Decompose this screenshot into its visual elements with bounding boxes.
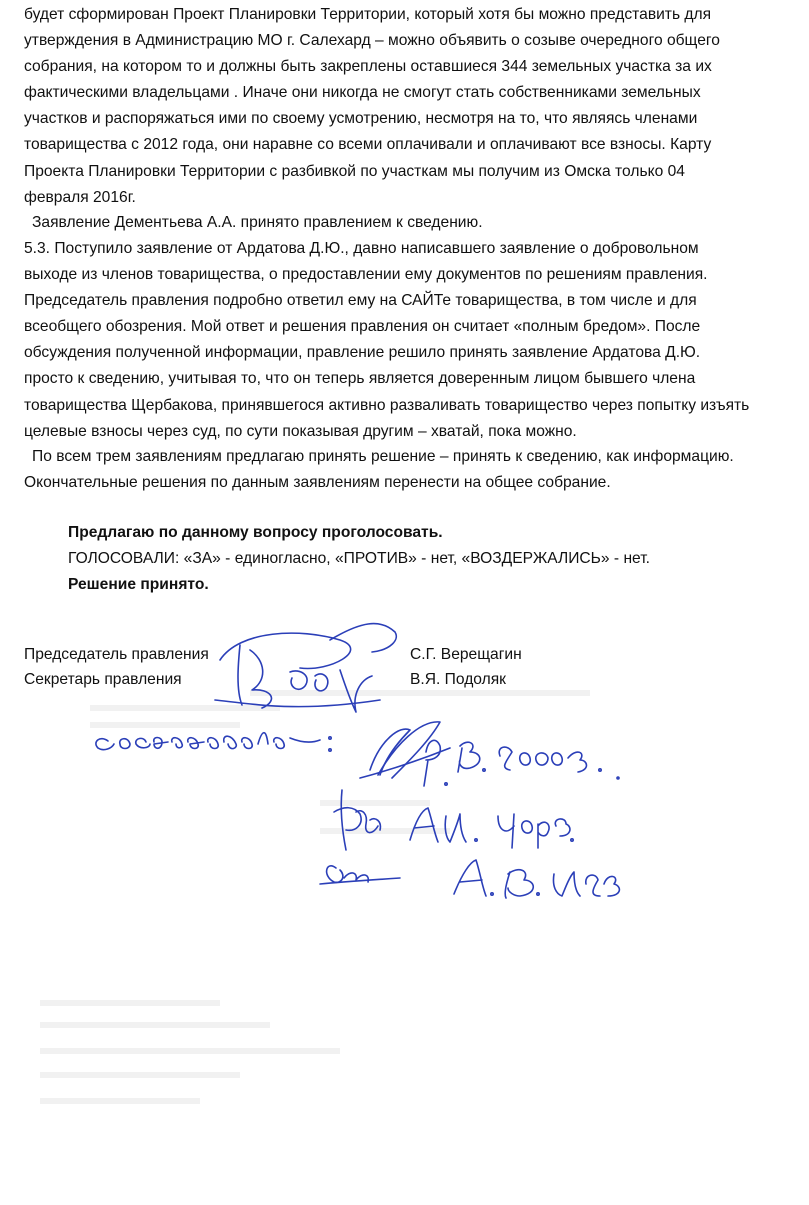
text-line: Проекта Планировки Территории с разбивкой по участкам мы получим из Омска только 04 bbox=[24, 162, 685, 180]
text-line: выходе из членов товарищества, о предоставлении ему документов по решениям правления. bbox=[24, 266, 708, 284]
text-line: всеобщего обозрения. Мой ответ и решения правления он считает «полным бредом». После bbox=[24, 318, 701, 336]
vote-proposal: Предлагаю по данному вопросу проголосовать. bbox=[68, 524, 443, 541]
paragraph-project-plan bbox=[24, 2, 794, 211]
text-line: 5.3. Поступило заявление от Ардатова Д.Ю., давно написавшего заявление о добровольном bbox=[24, 240, 699, 257]
secretary-role: Секретарь правления bbox=[24, 671, 182, 688]
chair-name: С.Г. Верещагин bbox=[410, 646, 522, 663]
text-line: просто к сведению, учитывая то, что он теперь является доверенным лицом бывшего члена bbox=[24, 370, 696, 388]
text-line: утверждения в Администрацию МО г. Салехард – можно объявить о созыве очередного общего bbox=[24, 32, 720, 50]
paragraph-decision-proposal bbox=[24, 444, 794, 496]
text-line: Заявление Дементьева А.А. принято правлением к сведению. bbox=[32, 214, 483, 231]
text-line: товарищества Щербакова, принявшегося активно разваливать товарищество через попытку изъять bbox=[24, 396, 750, 414]
text-line: обсуждения полученной информации, правление решило принять заявление Ардатова Д.Ю. bbox=[24, 344, 701, 362]
text-line: будет сформирован Проект Планировки Территории, который хотя бы можно представить для bbox=[24, 6, 712, 23]
text-line: По всем трем заявлениям предлагаю принять решение – принять к сведению, как информацию. bbox=[32, 448, 734, 465]
text-line: целевые взносы через суд, по сути показывая другим – хватай, пока можно. bbox=[24, 422, 577, 440]
text-line: участков и распоряжаться ими по своему усмотрению, несмотря на то, что являясь членами bbox=[24, 110, 698, 128]
text-line: фактическими владельцами . Иначе они никогда не смогут стать собственниками земельных bbox=[24, 84, 701, 102]
text-line: Председатель правления подробно ответил ему на САЙТе товарищества, в том числе и для bbox=[24, 292, 697, 310]
paragraph-dementyev-statement bbox=[24, 210, 794, 236]
text-line: февраля 2016г. bbox=[24, 188, 136, 206]
secretary-name: В.Я. Подоляк bbox=[410, 671, 506, 688]
vote-result: ГОЛОСОВАЛИ: «ЗА» - единогласно, «ПРОТИВ» - нет, «ВОЗДЕРЖАЛИСЬ» - нет. bbox=[68, 550, 650, 567]
text-line: Окончательные решения по данным заявлениям перенести на общее собрание. bbox=[24, 474, 611, 492]
text-line: собрания, на котором то и должны быть закреплены оставшиеся 344 земельных участка за их bbox=[24, 58, 712, 76]
chair-role: Председатель правления bbox=[24, 646, 209, 663]
paragraph-item-5-3 bbox=[24, 236, 794, 445]
decision-statement: Решение принято. bbox=[68, 576, 209, 593]
text-line: товарищества с 2012 года, они наравне со всеми оплачивали и оплачивают все взносы. Карту bbox=[24, 136, 712, 154]
